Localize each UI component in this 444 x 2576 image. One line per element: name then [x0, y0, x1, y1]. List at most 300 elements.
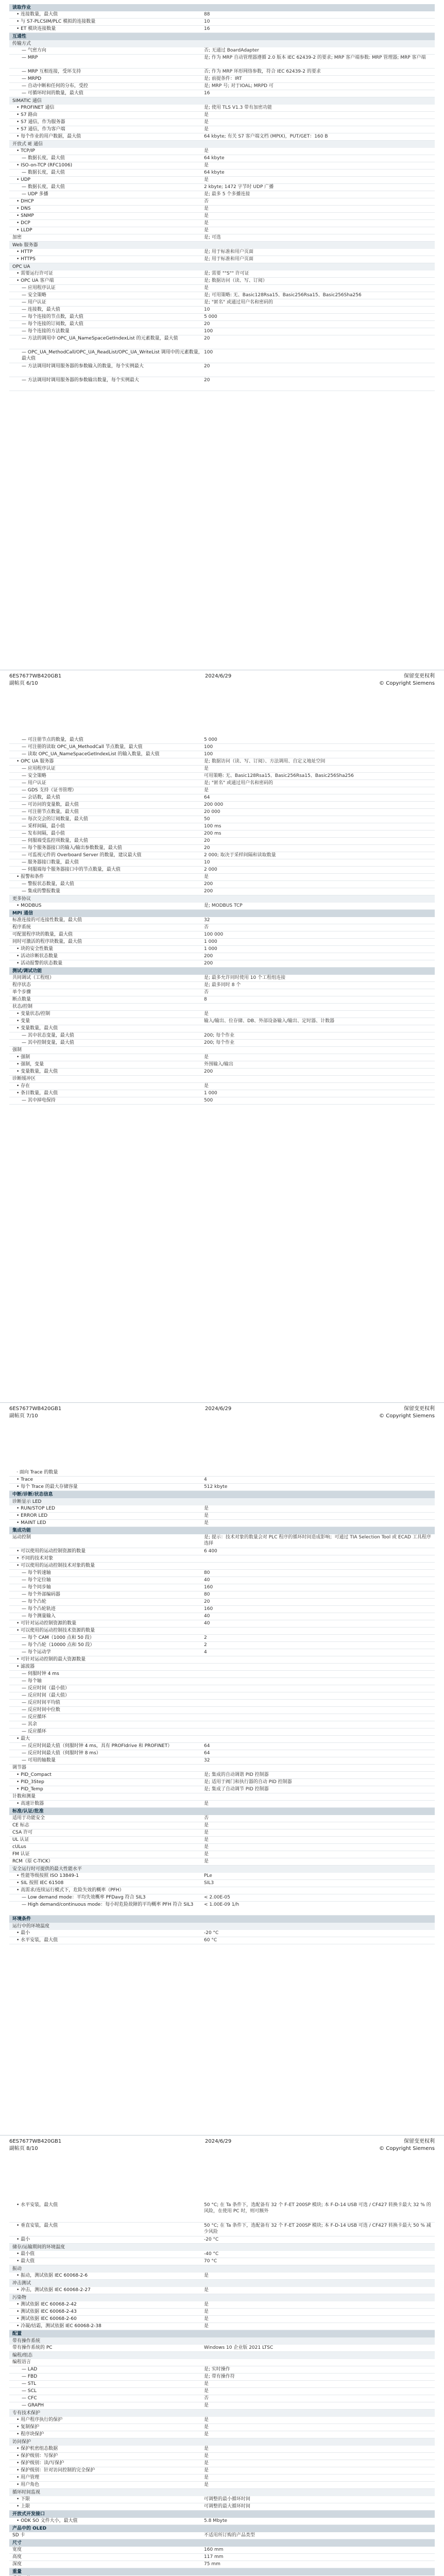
spec-label: • 可针对运动控制资源的数量: [16, 1621, 77, 1626]
rights-notice: 保留变更权利: [404, 1406, 435, 1412]
spec-label: — 警报状态数量，最大值: [22, 882, 74, 887]
spec-label: • 可以使用的运动控制资源的数量: [16, 1549, 86, 1554]
spec-row: [9, 1076, 435, 1083]
spec-label: — 可用的轴数量: [22, 1758, 56, 1763]
spec-row: [9, 148, 435, 155]
section-header: 开放式开发接口: [9, 2511, 435, 2518]
spec-row: [9, 2417, 435, 2424]
spec-label: • 冲击，测试依据 IEC 60068-2-27: [16, 2287, 91, 2293]
spec-value: 2: [204, 1642, 207, 1648]
spec-value: 1 000: [204, 1091, 217, 1096]
spec-label: • HTTPS: [16, 257, 36, 262]
spec-value: 是: [204, 2425, 209, 2430]
spec-row: [9, 1563, 435, 1570]
spec-row: [9, 377, 435, 391]
spec-row: [9, 1829, 435, 1837]
spec-row: [9, 1873, 435, 1880]
section-header: MPI 通信: [9, 910, 435, 917]
spec-label: — 每个 CAM（1000 点和 50 段）: [22, 1635, 94, 1640]
spec-label: — 数据长度，最大值: [22, 184, 65, 190]
spec-label: 适用于功能安全: [12, 1816, 45, 1821]
spec-value: 是; 最多同时 8 个: [204, 982, 241, 988]
spec-row: [9, 1018, 435, 1025]
footer-left: [9, 2138, 61, 2153]
page-footer: [9, 673, 435, 693]
spec-value: 20: [204, 838, 210, 843]
spec-label: — 采样间隔，最小值: [22, 824, 65, 829]
spec-row: [9, 1061, 435, 1069]
spec-label: — 可监视元件的 Overboard Server 的数量，建议最大值: [22, 853, 142, 858]
spec-value: 50: [204, 817, 210, 822]
spec-label: — 自动中断和任何的分布，受控: [22, 83, 88, 89]
spec-value: SIL3: [204, 1880, 214, 1886]
subsection-header: 储存/运输期间的环境温度: [9, 2244, 435, 2251]
spec-value: 是: [204, 1823, 209, 1828]
spec-value: 是; 作为 MRP 自动管理器遵循 2.0 版本 IEC 62439-2 的要求; MRP 客户端参数: MRP 管理器; MRP 客户端: [204, 55, 426, 60]
spec-value: 是; 集成了自动调节 PID 控制器: [204, 1787, 269, 1792]
spec-value: Windows 10 企业版 2021 LTSC: [204, 2345, 274, 2350]
spec-label: • 水平安装，最大值: [16, 2202, 58, 2208]
spec-label: — 反应时间（最小值）: [22, 1686, 70, 1691]
spec-label: • 条目数量，最大值: [16, 1091, 58, 1096]
spec-label: — CFC: [22, 2396, 37, 2401]
spec-label: CSA 许可: [12, 1830, 33, 1835]
spec-label: 带有操作系统的 PC: [12, 2345, 53, 2350]
spec-value: 160 mm: [204, 2547, 224, 2552]
spec-row: [9, 1685, 435, 1692]
spec-label: • 高需求/连续运行模式下，危险失效的概率（PFH）: [16, 1888, 124, 1893]
spec-value: 64 kbyte: [204, 156, 225, 161]
spec-row: [9, 831, 435, 838]
spec-row: [9, 249, 435, 256]
spec-label: • 可以使用的运动控制技术资源的数量: [16, 1628, 95, 1633]
spec-value: 否: [204, 925, 209, 930]
spec-row: [9, 2446, 435, 2453]
spec-value: 否: [204, 990, 209, 995]
spec-row: [9, 11, 435, 19]
spec-row: [9, 794, 435, 802]
spec-row: [9, 888, 435, 895]
spec-value: 是: [204, 2446, 209, 2451]
spec-value: 是: [204, 2316, 209, 2321]
spec-label: • OPC UA 服务器: [16, 759, 54, 764]
spec-label: • 最小: [16, 1930, 30, 1936]
spec-label: — 每个连接的订阅数，最大值: [22, 321, 83, 327]
spec-row: [9, 90, 435, 97]
spec-table: [9, 2202, 435, 2576]
spec-value: 否: [204, 1816, 209, 1821]
spec-value: 200: [204, 1069, 213, 1074]
spec-value: 8: [204, 997, 207, 1002]
subsection-header: 开放式 IE 通信: [9, 141, 435, 148]
spec-label: • 变量数量，最大值: [16, 1069, 58, 1074]
spec-label: • PROFINET 通信: [16, 105, 55, 110]
spec-label: — 应用程序认证: [22, 766, 56, 771]
spec-row: [9, 766, 435, 773]
spec-row: [9, 177, 435, 184]
spec-row: [9, 1937, 435, 1944]
spec-value: 5 000: [204, 737, 217, 742]
spec-value: 50 °C; 在 Ta 条件下，选配备有 32 个 F-ET 200SP 模块; 本 F-D-14 USB 可选 / CF427 转换卡最大 50 % 减少风险: [204, 2223, 431, 2234]
spec-label: — 其中控制变量，最大值: [22, 1040, 74, 1045]
spec-row: [9, 780, 435, 787]
spec-value: 是: [204, 2403, 209, 2408]
spec-row: [9, 1097, 435, 1105]
spec-label: — 可注册节点的数量，最大值: [22, 737, 83, 742]
spec-value: 是: [204, 1852, 209, 1857]
subsection-header: 编程/组态: [9, 2352, 435, 2359]
spec-row: [9, 26, 435, 33]
spec-row: [9, 2554, 435, 2561]
spec-row: [9, 2431, 435, 2438]
spec-row: [9, 2309, 435, 2316]
spec-value: 200 000: [204, 802, 224, 807]
spec-value: 是: [204, 2453, 209, 2459]
spec-row: [9, 816, 435, 823]
spec-label: • MAINT LED: [16, 1520, 46, 1526]
spec-value: 64 kbyte: [204, 170, 225, 175]
spec-value: 200: [204, 954, 213, 959]
spec-row: [9, 1678, 435, 1685]
spec-row: [9, 1779, 435, 1786]
product-code: 6ES7677WB420GB1: [9, 673, 62, 679]
spec-label: • 变量: [16, 1019, 30, 1024]
spec-value: 512 kbyte: [204, 1484, 228, 1489]
spec-row: [9, 2395, 435, 2402]
spec-label: • 最小: [16, 2237, 30, 2242]
spec-label: 诊断缓冲区: [12, 1076, 36, 1081]
copyright: © Copyright Siemens: [379, 681, 435, 686]
spec-value: 是; 需要 ""S"" 许可证: [204, 271, 249, 276]
spec-row: [9, 363, 435, 377]
spec-label: • ET 模块连接数量: [16, 26, 56, 31]
spec-label: • 滤波器: [16, 1664, 35, 1669]
footer-left: [9, 673, 61, 687]
spec-row: [9, 1054, 435, 1061]
spec-label: • 变量数量，最大值: [16, 1026, 58, 1031]
spec-label: • MODBUS: [16, 903, 42, 908]
spec-value: 是; 前提条件：IRT: [204, 76, 242, 81]
spec-row: [9, 859, 435, 867]
spec-row: [9, 2402, 435, 2410]
spec-row: [9, 170, 435, 177]
spec-label: — 其中掉电保持: [22, 1098, 56, 1103]
spec-value: 是; 数据访问（读、写、订阅）: [204, 278, 267, 283]
spec-label: • 水平安装，最大值: [16, 1938, 58, 1943]
spec-label: 运动控制: [12, 1535, 31, 1540]
spec-label: 调节器: [12, 1765, 27, 1770]
spec-label: — FBD: [22, 2374, 38, 2379]
spec-row: [9, 1011, 435, 1018]
spec-row: [9, 47, 435, 55]
spec-label: • 保护机密组态数据: [16, 2446, 58, 2451]
spec-value: 是: [204, 148, 209, 154]
spec-label: • 可针对运动控制的最大资源数量: [16, 1657, 86, 1662]
section-header: 重量: [9, 2568, 435, 2575]
spec-row: [9, 737, 435, 744]
spec-value: 是; 用于标准和用户页面: [204, 257, 253, 262]
footer-right: [379, 673, 435, 687]
spec-row: [9, 939, 435, 946]
spec-label: • S7 通信，作为服务器: [16, 120, 65, 125]
spec-label: — 反应时间（最大值）: [22, 1693, 70, 1698]
spec-row: [9, 1484, 435, 1491]
spec-value: 是: [204, 1801, 209, 1806]
spec-value: 是: [204, 1844, 209, 1850]
spec-row: [9, 953, 435, 960]
spec-value: 是: [204, 2381, 209, 2386]
spec-row: [9, 1757, 435, 1765]
spec-value: 是; 集成的自动调谐 PID 控制器: [204, 1772, 269, 1777]
spec-row: [9, 852, 435, 859]
spec-label: • S7 路由: [16, 112, 38, 117]
spec-value: 6 400: [204, 1549, 217, 1554]
spec-value: 64 kbyte; 有关 S7 客户端文档 (MPIX)，PUT/GET：160 B: [204, 134, 328, 139]
spec-value: 80: [204, 1592, 210, 1597]
spec-row: [9, 758, 435, 766]
spec-row: [9, 1815, 435, 1822]
section-header: 集成功能: [9, 1527, 435, 1534]
spec-label: • 强制: [16, 1055, 30, 1060]
copyright: © Copyright Siemens: [379, 2146, 435, 2151]
page-number: 副帖页 7/10: [9, 1413, 38, 1419]
spec-value: 是: [204, 206, 209, 211]
spec-label: • HTTP: [16, 249, 33, 255]
spec-label: — 每个定位轴: [22, 1578, 51, 1583]
spec-row: [9, 227, 435, 234]
spec-row: [9, 1606, 435, 1613]
spec-value: 2: [204, 1635, 207, 1640]
spec-row: [9, 1477, 435, 1484]
spec-value: 200: [204, 882, 213, 887]
spec-row: [9, 1505, 435, 1513]
spec-row: [9, 845, 435, 852]
spec-value: < 1.00E-09 1/h: [204, 1902, 240, 1907]
spec-label: — 连接数，最大值: [22, 307, 60, 312]
spec-label: — MRP 互相连接，受环支持: [22, 69, 81, 74]
spec-label: — 反应时间最大值（伺服时钟 4 ms，具有 PROFIdrive 和 PROFINET）: [22, 1743, 173, 1749]
spec-label: — Low demand mode：平均失效概率 PFDavg 符合 SIL3: [22, 1895, 146, 1900]
spec-value: 200; 每个作业: [204, 1033, 235, 1038]
spec-row: [9, 1047, 435, 1054]
spec-row: [9, 1469, 435, 1477]
spec-row: [9, 838, 435, 845]
spec-label: 同时可激活的程序块数量，最大值: [12, 939, 82, 944]
spec-row: [9, 1902, 435, 1916]
spec-value: 是; 最多 5 个多播连接: [204, 192, 250, 197]
spec-label: • 上限: [16, 2504, 30, 2509]
subsection-header: 更多协议: [9, 895, 435, 903]
spec-row: [9, 2287, 435, 2294]
spec-row: [9, 1570, 435, 1577]
spec-row: [9, 292, 435, 299]
spec-value: 是; 实时操作: [204, 2367, 230, 2372]
spec-row: [9, 256, 435, 263]
spec-label: 深度: [12, 2562, 22, 2567]
spec-value: 可调整的最小循环时间: [204, 2497, 251, 2502]
spec-row: [9, 119, 435, 126]
spec-row: [9, 1635, 435, 1642]
spec-row: [9, 1743, 435, 1750]
spec-value: 200: [204, 961, 213, 966]
spec-label: — 每个外部编码器: [22, 1592, 60, 1597]
spec-value: 4: [204, 1477, 207, 1482]
spec-label: — 每个凸轮（10000 点和 50 段）: [22, 1642, 95, 1648]
spec-value: 是: [204, 127, 209, 132]
spec-row: [9, 55, 435, 69]
spec-value: 否; 无通过 BoardAdapter: [204, 48, 259, 53]
spec-value: 64: [204, 795, 210, 800]
spec-label: — 方法的调用中 OPC_UA_NameSpaceGetIndexList 的元素数量，最大值: [22, 336, 178, 341]
spec-table: [9, 737, 435, 1105]
spec-row: [9, 1765, 435, 1772]
spec-value: 是: [204, 874, 209, 879]
spec-label: • 每个作业的用户数据，最大值: [16, 134, 81, 139]
spec-row: [9, 112, 435, 119]
spec-row: [9, 2467, 435, 2475]
page-number: 副帖页 6/10: [9, 681, 38, 686]
spec-row: [9, 321, 435, 328]
spec-value: 是: [204, 163, 209, 168]
spec-label: — GRAPH: [22, 2403, 44, 2408]
spec-value: 200: [204, 889, 213, 894]
spec-label: • PID_3Step: [16, 1780, 44, 1785]
spec-label: — 安全策略: [22, 773, 46, 778]
spec-row: [9, 2388, 435, 2395]
spec-value: 否; 作为 MRP 环形网络参数，符合 IEC 62439-2 的要求: [204, 69, 321, 74]
product-code: 6ES7677WB420GB1: [9, 2139, 62, 2144]
subsection-header: 诊断显示 LED: [9, 1498, 435, 1505]
spec-value: 500: [204, 1098, 213, 1103]
spec-row: [9, 1728, 435, 1736]
spec-value: 是: [204, 1506, 209, 1511]
spec-label: — 每个测量输入: [22, 1614, 56, 1619]
spec-value: 是; "匿名" 或通过用户名和密码的: [204, 781, 274, 786]
spec-row: [9, 744, 435, 751]
spec-row: [9, 874, 435, 881]
spec-value: 是; 最多允许同时使用 10 个工程组连接: [204, 975, 286, 980]
spec-value: 是: [204, 221, 209, 226]
spec-row: [9, 1520, 435, 1527]
footer-rule: [0, 1402, 444, 1403]
spec-label: • 与 S7-PLCSIM/PLC 模拟的连接数量: [16, 19, 96, 24]
spec-label: — 可访问的变量数，最大值: [22, 802, 79, 807]
spec-row: [9, 126, 435, 133]
spec-row: [9, 975, 435, 982]
spec-label: — 反应时间中位数: [22, 1707, 60, 1713]
subsection-header: SIMATIC 通信: [9, 97, 435, 105]
spec-row: [9, 1613, 435, 1620]
spec-label: — UDP 多播: [22, 192, 48, 197]
spec-label: • 用户程序执行的保护: [16, 2417, 63, 2422]
spec-value: 100: [204, 329, 213, 334]
spec-row: [9, 155, 435, 162]
spec-label: • 可以使用的运动控制技术对象的数量: [16, 1563, 95, 1568]
spec-label: — 气密方向: [22, 48, 46, 53]
spec-value: 是: [204, 2417, 209, 2422]
spec-value: 不适用所订购的产品类型: [204, 2533, 255, 2538]
spec-label: • DHCP: [16, 199, 34, 204]
spec-row: [9, 299, 435, 307]
spec-label: • Trace: [16, 1477, 33, 1482]
section-header: 尺寸: [9, 2539, 435, 2547]
spec-value: 是: [204, 120, 209, 125]
spec-label: 强制: [12, 1047, 22, 1053]
spec-value: 100 ms: [204, 824, 221, 829]
spec-value: 是: [204, 1513, 209, 1518]
spec-label: • 强制，变量: [16, 1062, 44, 1067]
spec-row: [9, 1620, 435, 1628]
spec-label: — SCL: [22, 2388, 37, 2394]
spec-label: — 每个凸轮轨迹: [22, 1606, 56, 1612]
section-header: 测试/调试功能: [9, 968, 435, 975]
spec-value: 2 000: [204, 867, 217, 872]
spec-label: 高度: [12, 2554, 22, 2560]
spec-row: [9, 2366, 435, 2374]
spec-value: 60 °C: [204, 1938, 217, 1943]
spec-row: [9, 1772, 435, 1779]
spec-row: [9, 1656, 435, 1664]
spec-row: [9, 2482, 435, 2489]
spec-value: 160: [204, 1606, 213, 1612]
spec-value: 是: [204, 2388, 209, 2394]
spec-value: 10: [204, 307, 210, 312]
spec-label: 共同调试（工程组）: [12, 975, 55, 980]
spec-row: [9, 19, 435, 26]
spec-row: [9, 76, 435, 83]
spec-row: [9, 1880, 435, 1887]
spec-value: 100: [204, 752, 213, 757]
spec-value: 是: [204, 2287, 209, 2293]
spec-label: — 其中状态变量，最大值: [22, 1033, 74, 1038]
footer-rule: [0, 2135, 444, 2136]
spec-row: [9, 773, 435, 780]
spec-label: • 活动报警的状态数量: [16, 961, 63, 966]
spec-label: • 性能等级按照 ISO 13849-1: [16, 1873, 79, 1878]
spec-value: 40: [204, 1621, 210, 1626]
spec-row: [9, 2460, 435, 2467]
spec-value: 是: [204, 2273, 209, 2278]
spec-value: 20: [204, 364, 210, 369]
spec-value: 是; 数据访问（读、写、订阅）、方法调用、自定义地址空间: [204, 759, 326, 764]
spec-value: 否: [204, 2396, 209, 2401]
spec-label: — 读取 OPC_UA_NameSpaceGetIndexList 的输入数量，最大值: [22, 752, 160, 757]
spec-row: [9, 234, 435, 242]
spec-row: [9, 2424, 435, 2431]
spec-value: 是: [204, 177, 209, 182]
spec-row: [9, 162, 435, 170]
spec-row: [9, 867, 435, 874]
spec-value: 是: [204, 1859, 209, 1864]
spec-row: [9, 285, 435, 292]
spec-value: 是: [204, 112, 209, 117]
spec-row: [9, 314, 435, 321]
spec-value: 5.8 Mbyte: [204, 2518, 228, 2523]
spec-value: 是: [204, 1083, 209, 1089]
spec-row: [9, 802, 435, 809]
section-header: 标准/认证/批准: [9, 1808, 435, 1815]
spec-row: [9, 1894, 435, 1902]
spec-row: [9, 1642, 435, 1649]
spec-value: 5 000: [204, 314, 217, 319]
spec-label: • 高速计数器: [16, 1801, 44, 1806]
spec-label: • 冷凝/结霜，测试依据 IEC 60068-2-38: [16, 2324, 101, 2329]
spec-value: 是; 用于标准和用户页面: [204, 249, 253, 255]
spec-table: [9, 4, 435, 391]
rights-notice: 保留变更权利: [404, 673, 435, 679]
spec-row: [9, 2236, 435, 2244]
spec-label: • 不同的技术对象: [16, 1556, 54, 1561]
